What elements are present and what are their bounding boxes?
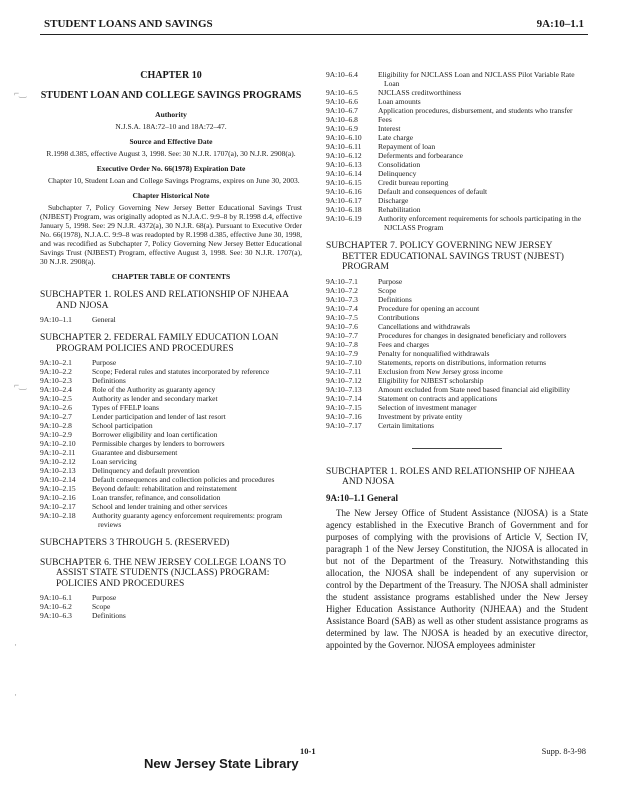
toc-section-number: 9A:10–7.2 bbox=[326, 285, 358, 295]
toc-section-title: Delinquency bbox=[378, 169, 417, 178]
toc-entry bbox=[326, 376, 588, 385]
toc-section-title: Types of FFELP loans bbox=[92, 403, 159, 412]
toc-section-number: 9A:10–7.13 bbox=[326, 384, 362, 394]
toc-section-title: Application procedures, disbursement, and students who transfer bbox=[378, 106, 573, 115]
toc-section-number: 9A:10–2.7 bbox=[40, 412, 72, 421]
toc-section-number: 9A:10–7.17 bbox=[326, 420, 362, 430]
toc-section-title: Role of the Authority as guaranty agency bbox=[92, 385, 216, 394]
toc-list bbox=[326, 277, 588, 430]
toc-entry bbox=[326, 394, 588, 403]
toc-entry bbox=[326, 385, 588, 394]
chapter-number: CHAPTER 10 bbox=[140, 70, 202, 81]
toc-section-number: 9A:10–7.10 bbox=[326, 357, 362, 367]
toc-section-title: Eligibility for NJBEST scholarship bbox=[378, 375, 484, 385]
eo-text: Chapter 10, Student Loan and College Savings Programs, expires on June 30, 2003. bbox=[48, 176, 300, 185]
toc-entry bbox=[326, 277, 588, 286]
toc-entry bbox=[40, 385, 302, 394]
header-section: 9A:10–1.1 bbox=[536, 18, 584, 30]
toc-entry bbox=[40, 358, 302, 367]
subchapter-heading: SUBCHAPTER 1. ROLES AND RELATIONSHIP OF NJHEAA AND NJOSA bbox=[326, 466, 575, 487]
toc-section-number: 9A:10–7.12 bbox=[326, 375, 362, 385]
history-text: Subchapter 7, Policy Governing New Jersey Better Educational Savings Trust (NJBEST) Program, was originally adopted as N.J.A.C. 9:9–8 by R.1998 d.4, effective January 5, 1998. See: 29 N.J.R. 4372(a), 30 N.J.R. 68(a). Pursuant to Executive Order No. 66(1978), N.J.A.C. 9:9–8 was readopted by R.1998 d.385, effective June 30, 1998, and was recodified as Subchapter 7, Policy Governing New Jersey Better Educational Savings Trust (NJBEST) Program, effective August 3, 1998. See: 30 N.J.R. 1707(a), 30 N.J.R. 2908(a). bbox=[40, 203, 302, 266]
toc-section-title: Late charge bbox=[378, 133, 414, 142]
toc-section-number: 9A:10–2.13 bbox=[40, 466, 76, 475]
toc-section-number: 9A:10–6.13 bbox=[326, 160, 362, 169]
toc-section-title: Fees bbox=[378, 115, 392, 124]
toc-list bbox=[40, 315, 302, 324]
toc-section-number: 9A:10–6.7 bbox=[326, 106, 358, 115]
toc-section-title: Deferments and forbearance bbox=[378, 151, 463, 160]
toc-entry bbox=[326, 205, 588, 214]
toc-entry bbox=[40, 430, 302, 439]
toc-section-title: General bbox=[92, 315, 116, 324]
toc-entry bbox=[326, 169, 588, 178]
toc-section-title: Borrower eligibility and loan certification bbox=[92, 430, 218, 439]
toc-section-title: Purpose bbox=[92, 358, 117, 367]
toc-entry bbox=[40, 367, 302, 376]
toc-entry bbox=[326, 286, 588, 295]
toc-section-number: 9A:10–2.8 bbox=[40, 421, 72, 430]
toc-entry bbox=[40, 439, 302, 448]
toc-entry bbox=[40, 448, 302, 457]
toc-entry bbox=[326, 133, 588, 142]
toc-section-number: 9A:10–2.14 bbox=[40, 475, 76, 484]
body-paragraph: The New Jersey Office of Student Assistance (NJOSA) is a State agency established in the Executive Branch of Government and for purposes of complying with the provisions of Article V, Section IV, paragraph 1 of the New Jersey Constitution, the NJOSA is allocated in but not of the Department of the Treasury. Notwithstanding this allocation, the NJOSA shall be independent of any supervision or control by the Department of the Treasury. The NJOSA shall administer the student assistance programs established under the New Jersey Higher Education Assistance Authority (NJHEAA) and the Student Assistance Board (SAB) as well as other student assistance programs as determined by law. The NJOSA is headed by an executive director, appointed by the Governor. NJOSA employees administer bbox=[326, 507, 588, 650]
toc-list bbox=[40, 358, 302, 529]
toc-heading: CHAPTER TABLE OF CONTENTS bbox=[111, 272, 231, 281]
toc-entry bbox=[326, 142, 588, 151]
toc-section-title: Investment by private entity bbox=[378, 411, 463, 421]
toc-section-number: 9A:10–6.6 bbox=[326, 97, 358, 106]
toc-section-title: Loan servicing bbox=[92, 457, 137, 466]
authority-heading: Authority bbox=[155, 110, 187, 119]
toc-section-title: Authority guaranty agency enforcement requirements: program reviews bbox=[92, 511, 283, 529]
toc-entry bbox=[326, 367, 588, 376]
toc-section-number: 9A:10–2.12 bbox=[40, 457, 76, 466]
toc-entry bbox=[326, 187, 588, 196]
toc-entry bbox=[326, 124, 588, 133]
toc-section-number: 9A:10–2.15 bbox=[40, 484, 76, 493]
toc-entry bbox=[40, 466, 302, 475]
toc-section-number: 9A:10–7.4 bbox=[326, 303, 358, 313]
toc-section-title: Loan transfer, refinance, and consolidation bbox=[92, 493, 221, 502]
toc-section-title: Procedures for changes in designated beneficiary and rollovers bbox=[378, 330, 567, 340]
toc-section-title: Default and consequences of default bbox=[378, 187, 488, 196]
history-heading: Chapter Historical Note bbox=[132, 191, 210, 200]
toc-section-number: 9A:10–1.1 bbox=[40, 315, 72, 324]
toc-entry bbox=[326, 160, 588, 169]
toc-section-title: Default consequences and collection policies and procedures bbox=[92, 475, 275, 484]
toc-section-number: 9A:10–6.18 bbox=[326, 205, 362, 214]
toc-entry bbox=[40, 315, 302, 324]
toc-section-title: Statement on contracts and applications bbox=[378, 393, 498, 403]
toc-section-title: Definitions bbox=[92, 376, 126, 385]
toc-section-number: 9A:10–2.10 bbox=[40, 439, 76, 448]
toc-section-title: Credit bureau reporting bbox=[378, 178, 449, 187]
toc-entry bbox=[326, 331, 588, 340]
toc-section-number: 9A:10–7.8 bbox=[326, 339, 358, 349]
toc-entry bbox=[326, 349, 588, 358]
toc-section-number: 9A:10–2.5 bbox=[40, 394, 72, 403]
toc-section-number: 9A:10–7.6 bbox=[326, 321, 358, 331]
toc-entry bbox=[326, 403, 588, 412]
toc-section-title: Statements, reports on distributions, information returns bbox=[378, 357, 547, 367]
toc-entry bbox=[326, 340, 588, 349]
toc-section-number: 9A:10–6.15 bbox=[326, 178, 362, 187]
toc-entry bbox=[40, 421, 302, 430]
toc-entry bbox=[40, 376, 302, 385]
toc-section-number: 9A:10–6.19 bbox=[326, 214, 362, 223]
toc-section-title: Purpose bbox=[378, 276, 403, 286]
toc-section-number: 9A:10–2.11 bbox=[40, 448, 76, 457]
toc-section-title: Permissible charges by lenders to borrowers bbox=[92, 439, 225, 448]
toc-section-number: 9A:10–7.5 bbox=[326, 312, 358, 322]
toc-section-title: Scope bbox=[378, 285, 397, 295]
toc-section-number: 9A:10–6.11 bbox=[326, 142, 362, 151]
source-heading: Source and Effective Date bbox=[129, 137, 213, 146]
authority-text: N.J.S.A. 18A:72–10 and 18A:72–47. bbox=[115, 122, 227, 131]
toc-entry bbox=[40, 403, 302, 412]
toc-section-number: 9A:10–2.18 bbox=[40, 511, 76, 520]
page-number: 10-1 bbox=[300, 746, 316, 756]
toc-section-number: 9A:10–2.16 bbox=[40, 493, 76, 502]
toc-section-title: Loan amounts bbox=[378, 97, 421, 106]
toc-section-title: Discharge bbox=[378, 196, 409, 205]
toc-section-title: Definitions bbox=[378, 294, 412, 304]
toc-section-number: 9A:10–6.16 bbox=[326, 187, 362, 196]
margin-mark: ⌐‿ bbox=[14, 88, 27, 98]
toc-list bbox=[326, 70, 588, 232]
eo-heading: Executive Order No. 66(1978) Expiration Date bbox=[96, 164, 246, 173]
toc-section-title: School and lender training and other services bbox=[92, 502, 228, 511]
toc-section-number: 9A:10–7.7 bbox=[326, 330, 358, 340]
toc-section-title: Exclusion from New Jersey gross income bbox=[378, 366, 503, 376]
toc-section-title: Repayment of loan bbox=[378, 142, 436, 151]
toc-section-title: Purpose bbox=[92, 593, 117, 602]
toc-entry bbox=[326, 214, 588, 232]
toc-section-number: 9A:10–7.1 bbox=[326, 276, 358, 286]
toc-section-title: Interest bbox=[378, 124, 401, 133]
section-divider bbox=[412, 448, 502, 449]
toc-section-title: Fees and charges bbox=[378, 339, 430, 349]
toc-section-number: 9A:10–2.17 bbox=[40, 502, 76, 511]
toc-entry bbox=[326, 151, 588, 160]
margin-mark: · bbox=[14, 640, 17, 650]
toc-section-number: 9A:10–7.3 bbox=[326, 294, 358, 304]
toc-section-title: Consolidation bbox=[378, 160, 421, 169]
toc-entry bbox=[40, 602, 302, 611]
toc-entry bbox=[326, 304, 588, 313]
toc-section-number: 9A:10–6.8 bbox=[326, 115, 358, 124]
subchapter-heading: SUBCHAPTER 2. FEDERAL FAMILY EDUCATION LOAN PROGRAM POLICIES AND PROCEDURES bbox=[40, 333, 279, 354]
toc-section-number: 9A:10–2.2 bbox=[40, 367, 72, 376]
source-text: R.1998 d.385, effective August 3, 1998. See: 30 N.J.R. 1707(a), 30 N.J.R. 2908(a). bbox=[46, 149, 296, 158]
subchapter-heading: SUBCHAPTER 6. THE NEW JERSEY COLLEGE LOANS TO ASSIST STATE STUDENTS (NJCLASS) PROGRAM: POLICIES AND PROCEDURES bbox=[40, 557, 286, 589]
toc-section-title: Rehabilitation bbox=[378, 205, 421, 214]
toc-entry bbox=[40, 611, 302, 620]
toc-entry bbox=[326, 421, 588, 430]
toc-section-number: 9A:10–6.12 bbox=[326, 151, 362, 160]
subchapter-heading: SUBCHAPTER 1. ROLES AND RELATIONSHIP OF NJHEAA AND NJOSA bbox=[40, 290, 289, 311]
toc-section-number: 9A:10–6.2 bbox=[40, 602, 72, 611]
toc-section-title: Scope bbox=[92, 602, 111, 611]
left-column bbox=[40, 70, 302, 620]
toc-section-title: Contributions bbox=[378, 312, 420, 322]
toc-section-number: 9A:10–6.1 bbox=[40, 593, 72, 602]
toc-section-title: Amount excluded from State need based financial aid eligibility bbox=[378, 384, 571, 394]
toc-section-number: 9A:10–6.9 bbox=[326, 124, 358, 133]
toc-entry bbox=[326, 412, 588, 421]
toc-entry bbox=[326, 295, 588, 304]
toc-section-title: Guarantee and disbursement bbox=[92, 448, 178, 457]
toc-section-number: 9A:10–7.11 bbox=[326, 366, 362, 376]
toc-entry bbox=[40, 593, 302, 602]
toc-section-number: 9A:10–7.9 bbox=[326, 348, 358, 358]
toc-section-number: 9A:10–2.1 bbox=[40, 358, 72, 367]
toc-entry bbox=[326, 97, 588, 106]
toc-entry bbox=[326, 88, 588, 97]
toc-section-number: 9A:10–6.3 bbox=[40, 611, 72, 620]
toc-list bbox=[40, 593, 302, 620]
toc-section-number: 9A:10–6.14 bbox=[326, 169, 362, 178]
toc-section-number: 9A:10–7.14 bbox=[326, 393, 362, 403]
toc-section-number: 9A:10–2.6 bbox=[40, 403, 72, 412]
margin-mark: ⌐‿ bbox=[14, 380, 27, 390]
toc-entry bbox=[40, 484, 302, 493]
toc-section-title: Eligibility for NJCLASS Loan and NJCLASS Pilot Variable Rate Loan bbox=[378, 70, 575, 88]
toc-section-number: 9A:10–2.3 bbox=[40, 376, 72, 385]
toc-section-title: Lender participation and lender of last resort bbox=[92, 412, 226, 421]
subchapter-heading: SUBCHAPTER 7. POLICY GOVERNING NEW JERSEY BETTER EDUCATIONAL SAVINGS TRUST (NJBEST) PROGRAM bbox=[326, 241, 564, 272]
toc-entry bbox=[40, 394, 302, 403]
toc-entry bbox=[40, 493, 302, 502]
toc-section-number: 9A:10–6.17 bbox=[326, 196, 362, 205]
toc-section-title: Authority as lender and secondary market bbox=[92, 394, 218, 403]
chapter-title: STUDENT LOAN AND COLLEGE SAVINGS PROGRAMS bbox=[40, 90, 302, 101]
toc-entry bbox=[40, 511, 302, 529]
toc-entry bbox=[326, 115, 588, 124]
toc-entry bbox=[326, 358, 588, 367]
toc-section-title: Procedure for opening an account bbox=[378, 303, 480, 313]
toc-entry bbox=[326, 178, 588, 187]
toc-section-title: Beyond default: rehabilitation and reinstatement bbox=[92, 484, 237, 493]
subchapter-heading: SUBCHAPTERS 3 THROUGH 5. (RESERVED) bbox=[40, 538, 230, 548]
section-heading: 9A:10–1.1 General bbox=[326, 492, 398, 503]
right-column bbox=[326, 70, 588, 651]
header-title: STUDENT LOANS AND SAVINGS bbox=[44, 18, 213, 30]
toc-section-title: Authority enforcement requirements for schools participating in the NJCLASS Program bbox=[378, 214, 582, 232]
toc-entry bbox=[326, 196, 588, 205]
toc-section-number: 9A:10–2.9 bbox=[40, 430, 72, 439]
margin-mark: · bbox=[14, 690, 17, 700]
toc-entry bbox=[40, 412, 302, 421]
toc-section-number: 9A:10–7.15 bbox=[326, 402, 362, 412]
toc-section-title: Penalty for nonqualified withdrawals bbox=[378, 348, 490, 358]
toc-section-title: Selection of investment manager bbox=[378, 402, 477, 412]
toc-section-title: School participation bbox=[92, 421, 153, 430]
toc-entry bbox=[40, 457, 302, 466]
toc-section-number: 9A:10–6.4 bbox=[326, 70, 358, 79]
toc-section-title: Cancellations and withdrawals bbox=[378, 321, 471, 331]
toc-section-title: Certain limitations bbox=[378, 420, 435, 430]
running-header bbox=[40, 18, 588, 35]
library-stamp: New Jersey State Library bbox=[144, 756, 299, 771]
toc-entry bbox=[40, 502, 302, 511]
toc-section-number: 9A:10–6.10 bbox=[326, 133, 362, 142]
toc-entry bbox=[326, 313, 588, 322]
supplement-date: Supp. 8-3-98 bbox=[541, 746, 586, 756]
toc-section-title: Scope; Federal rules and statutes incorporated by reference bbox=[92, 367, 270, 376]
toc-section-number: 9A:10–2.4 bbox=[40, 385, 72, 394]
toc-entry bbox=[40, 475, 302, 484]
toc-entry bbox=[326, 106, 588, 115]
toc-section-title: NJCLASS creditworthiness bbox=[378, 88, 462, 97]
toc-entry bbox=[326, 70, 588, 88]
toc-entry bbox=[326, 322, 588, 331]
toc-section-title: Definitions bbox=[92, 611, 126, 620]
toc-section-number: 9A:10–6.5 bbox=[326, 88, 358, 97]
toc-section-number: 9A:10–7.16 bbox=[326, 411, 362, 421]
toc-section-title: Delinquency and default prevention bbox=[92, 466, 200, 475]
